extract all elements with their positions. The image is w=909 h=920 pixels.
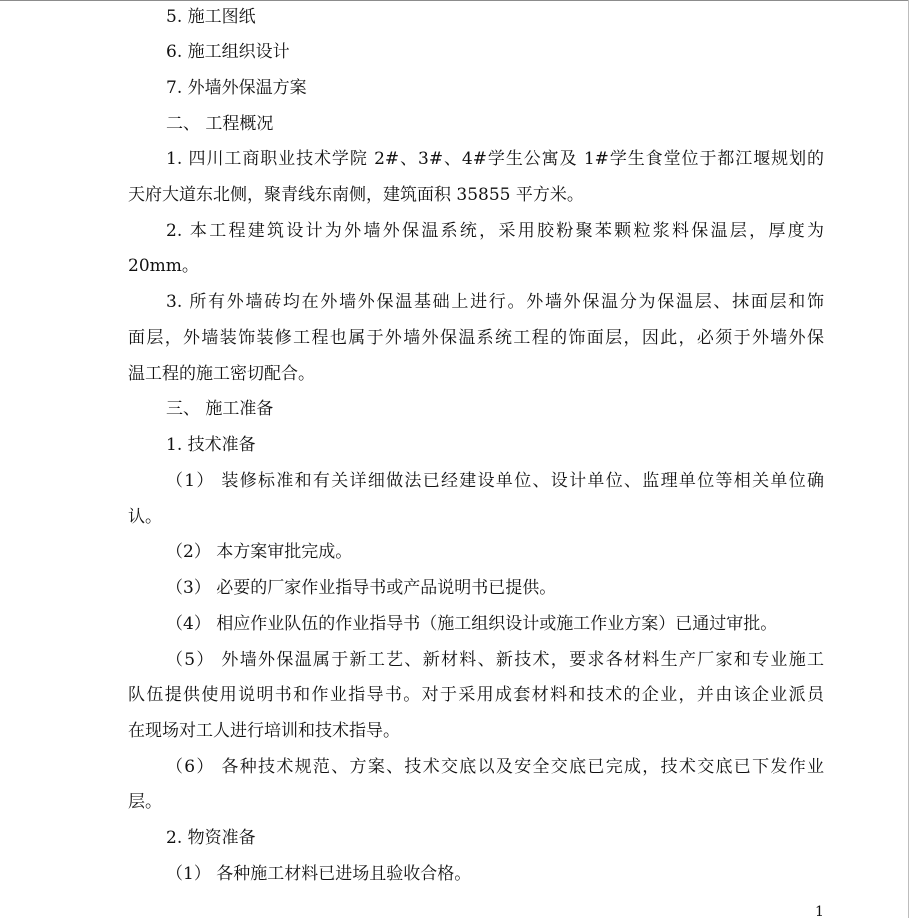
subheading-material-preparation: 2. 物资准备	[166, 828, 256, 848]
item-1-line-1: （1） 装修标准和有关详细做法已经建设单位、设计单位、监理单位等相关单位确	[166, 471, 824, 491]
paragraph-3-line-1: 3. 所有外墙砖均在外墙外保温基础上进行。外墙外保温分为保温层、抹面层和饰	[166, 292, 824, 312]
subheading-technical-preparation: 1. 技术准备	[166, 435, 256, 455]
paragraph-1-line-1: 1. 四川工商职业技术学院 2#、3#、4#学生公寓及 1#学生食堂位于都江堰规划的	[166, 149, 824, 169]
paragraph-2-line-2: 20mm。	[128, 256, 199, 276]
section-heading-project-overview: 二、 工程概况	[166, 114, 274, 134]
item-3: （3） 必要的厂家作业指导书或产品说明书已提供。	[166, 578, 557, 598]
item-5-line-2: 队伍提供使用说明书和作业指导书。对于采用成套材料和技术的企业，并由该企业派员	[128, 685, 824, 705]
paragraph-3-line-3: 温工程的施工密切配合。	[128, 364, 315, 384]
page-top-border	[0, 0, 909, 1]
item-6-line-2: 层。	[128, 792, 162, 812]
material-item-1: （1） 各种施工材料已进场且验收合格。	[166, 864, 472, 884]
list-item-construction-organization-design: 6. 施工组织设计	[166, 42, 290, 62]
paragraph-1-line-2: 天府大道东北侧，聚青线东南侧，建筑面积 35855 平方米。	[128, 185, 584, 205]
item-5-line-3: 在现场对工人进行培训和技术指导。	[128, 721, 400, 741]
paragraph-3-line-2: 面层，外墙装饰装修工程也属于外墙外保温系统工程的饰面层，因此，必须于外墙外保	[128, 328, 824, 348]
list-item-insulation-plan: 7. 外墙外保温方案	[166, 78, 307, 98]
section-heading-construction-preparation: 三、 施工准备	[166, 399, 274, 419]
item-4: （4） 相应作业队伍的作业指导书（施工组织设计或施工作业方案）已通过审批。	[166, 614, 778, 634]
item-1-line-2: 认。	[128, 507, 162, 527]
item-6-line-1: （6） 各种技术规范、方案、技术交底以及安全交底已完成，技术交底已下发作业	[166, 757, 824, 777]
paragraph-2-line-1: 2. 本工程建筑设计为外墙外保温系统，采用胶粉聚苯颗粒浆料保温层，厚度为	[166, 221, 824, 241]
page-number: 1	[815, 904, 824, 920]
item-5-line-1: （5） 外墙外保温属于新工艺、新材料、新技术，要求各材料生产厂家和专业施工	[166, 650, 824, 670]
item-2: （2） 本方案审批完成。	[166, 542, 353, 562]
list-item-construction-drawings: 5. 施工图纸	[166, 7, 256, 27]
